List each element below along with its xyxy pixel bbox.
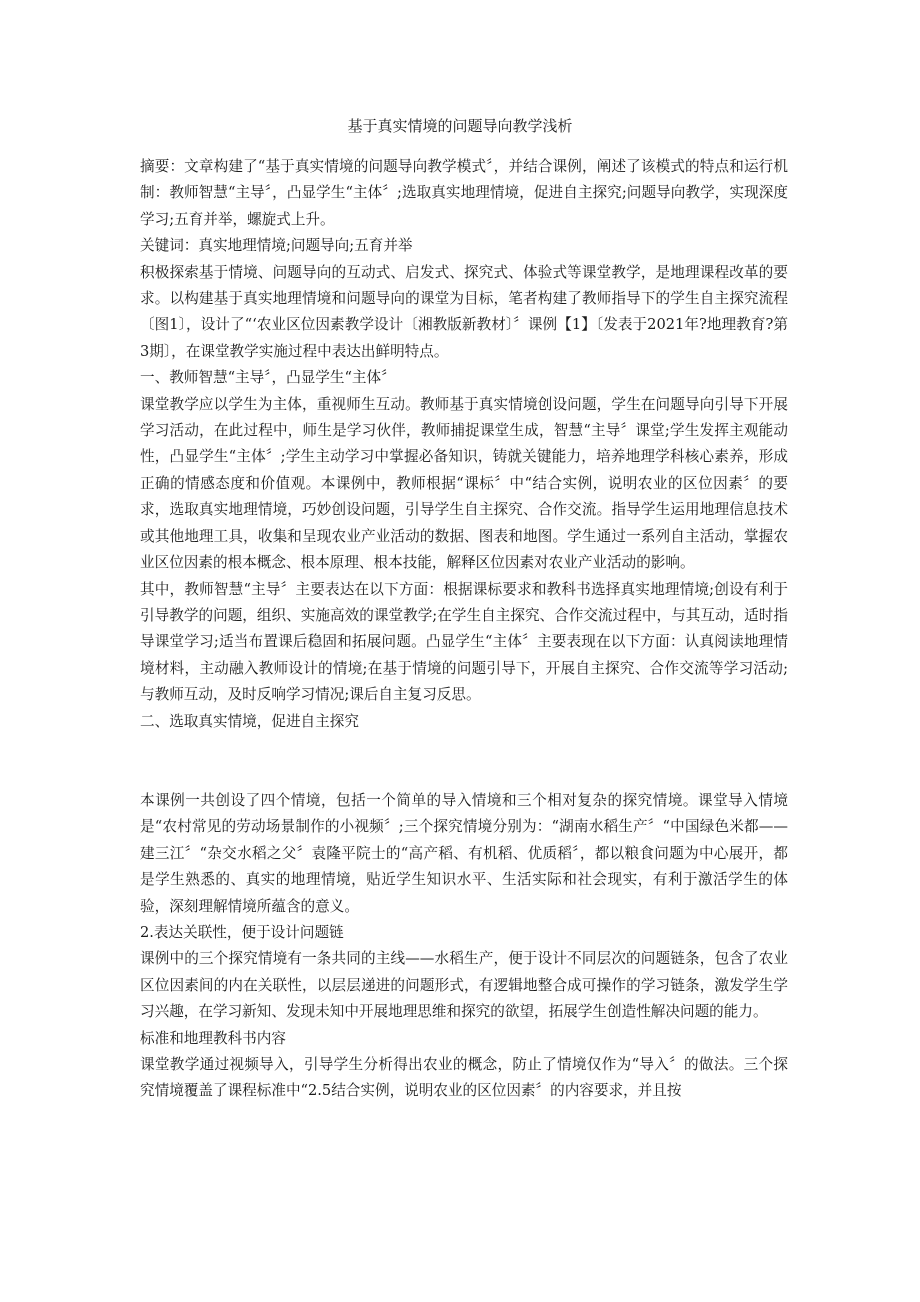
section-heading: 标准和地理教科书内容 <box>140 1029 286 1047</box>
document-title: 基于真实情境的问题导向教学浅析 <box>347 117 573 135</box>
section-heading: 2.表达关联性，便于设计问题链 <box>140 923 344 941</box>
keywords-line: 关键词：真实地理情境;问题导向;五育并举 <box>140 237 413 255</box>
body-paragraph: 其中，教师智慧“主导〞主要表达在以下方面：根据课标要求和教科书选择真实地理情境;创设有利于引导教学的问题，组织、实施高效的课堂教学;在学生自主探究、合作交流过程中，与其互动，适时指导课堂学习;适当布置课后稳固和拓展问题。凸显学生“主体〞主要表现在以下方面：认真阅读地理情境材料，主动融入教师设计的情境;在基于情境的问题引导下，开展自主探究、合作交流等学习活动;与教师互动，及时反响学习情况;课后自主复习反思。 <box>140 580 788 704</box>
body-paragraph: 课例中的三个探究情境有一条共同的主线——水稻生产，便于设计不同层次的问题链条，包含了农业区位因素间的内在关联性，以层层递进的问题形式，有逻辑地整合成可操作的学习链条，激发学生学习兴趣，在学习新知、发现未知中开展地理思维和探究的欲望，拓展学生创造性解决问题的能力。 <box>140 950 788 1021</box>
paragraph-gap <box>140 735 788 788</box>
body-paragraph: 课堂教学通过视频导入，引导学生分析得出农业的概念，防止了情境仅作为“导入〞的做法。三个探究情境覆盖了课程标准中“2.5结合实例，说明农业的区位因素〞的内容要求，并且按 <box>140 1056 788 1100</box>
body-paragraph: 积极探索基于情境、问题导向的互动式、启发式、探究式、体验式等课堂教学，是地理课程改革的要求。以构建基于真实地理情境和问题导向的课堂为目标，笔者构建了教师指导下的学生自主探究流程〔图1〕，设计了“‘农业区位因素教学设计〔湘教版新教材〕〞课例【1】〔发表于2021年?地理教育?第3期〕，在课堂教学实施过程中表达出鲜明特点。 <box>140 263 788 360</box>
abstract-paragraph: 摘要：文章构建了“基于真实情境的问题导向教学模式〞，并结合课例，阐述了该模式的特点和运行机制：教师智慧“主导〞，凸显学生“主体〞;选取真实地理情境，促进自主探究;问题导向教学，实现深度学习;五育并举，螺旋式上升。 <box>140 158 788 228</box>
section-heading: 二、选取真实情境，促进自主探究 <box>140 712 359 730</box>
body-paragraph: 课堂教学应以学生为主体，重视师生互动。教师基于真实情境创设问题，学生在问题导向引导下开展学习活动，在此过程中，师生是学习伙伴，教师捕捉课堂生成，智慧“主导〞课堂;学生发挥主观能动性，凸显学生“主体〞;学生主动学习中掌握必备知识，铸就关键能力，培养地理学科核心素养，形成正确的情感态度和价值观。本课例中，教师根据“课标〞中“结合实例，说明农业的区位因素〞的要求，选取真实地理情境，巧妙创设问题，引导学生自主探究、合作交流。指导学生运用地理信息技术或其他地理工具，收集和呈现农业产业活动的数据、图表和地图。学生通过一系列自主活动，掌握农业区位因素的根本概念、根本原理、根本技能，解释区位因素对农业产业活动的影响。 <box>140 395 788 572</box>
document-body <box>140 154 788 1105</box>
section-heading: 一、教师智慧“主导〞，凸显学生“主体〞 <box>140 369 396 387</box>
body-paragraph: 本课例一共创设了四个情境，包括一个简单的导入情境和三个相对复杂的探究情境。课堂导入情境是“农村常见的劳动场景制作的小视频〞;三个探究情境分别为：“湖南水稻生产〞“中国绿色米都——建三江〞“杂交水稻之父〞袁隆平院士的“高产稻、有机稻、优质稻〞，都以粮食问题为中心展开，都是学生熟悉的、真实的地理情境，贴近学生知识水平、生活实际和社会现实，有利于激活学生的体验，深刻理解情境所蕴含的意义。 <box>140 791 788 915</box>
